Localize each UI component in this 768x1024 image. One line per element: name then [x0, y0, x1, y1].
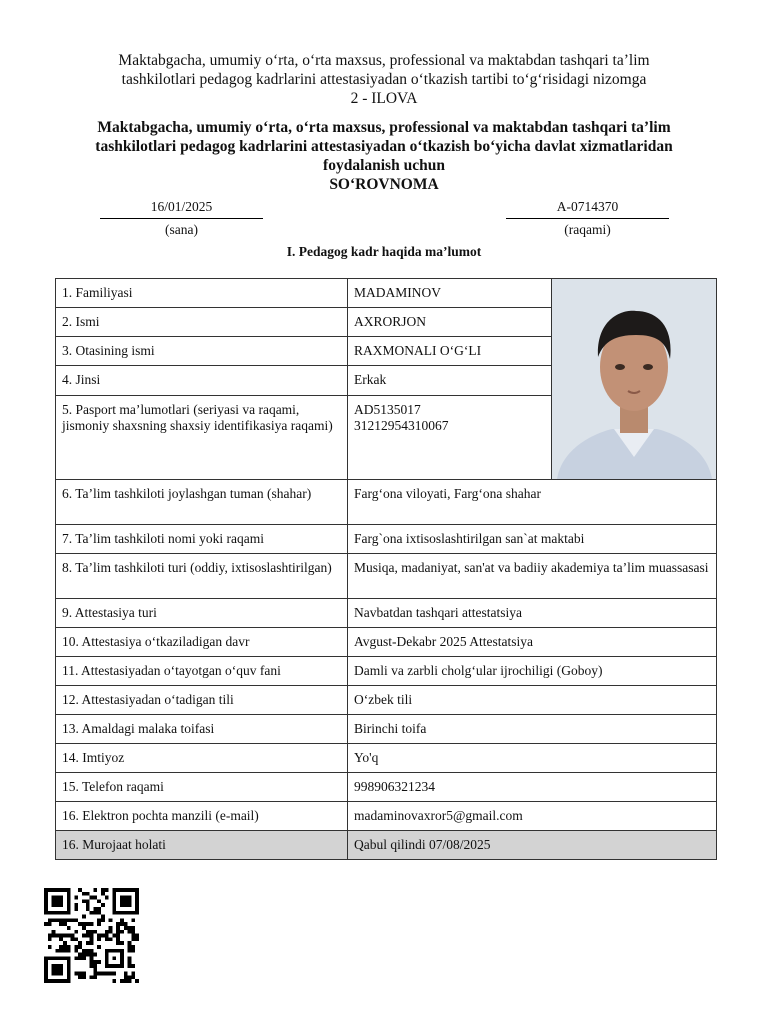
- photo-cell: [552, 279, 717, 480]
- row-value: Musiqa, madaniyat, san'at va badiiy akademiya ta’lim muassasasi: [348, 554, 717, 599]
- row-label: 13. Amaldagi malaka toifasi: [56, 715, 348, 744]
- row-label: 14. Imtiyoz: [56, 744, 348, 773]
- title-line-1: Maktabgacha, umumiy o‘rta, o‘rta maxsus, professional va maktabdan tashqari ta’lim: [97, 119, 671, 136]
- row-label: 7. Ta’lim tashkiloti nomi yoki raqami: [56, 525, 348, 554]
- row-value: Farg`ona ixtisoslashtirilgan san`at maktabi: [348, 525, 717, 554]
- number-field: [506, 199, 669, 238]
- status-value: Qabul qilindi 07/08/2025: [348, 831, 717, 860]
- table-row: [56, 686, 717, 715]
- status-row: [56, 831, 717, 860]
- row-value-passport: [348, 395, 552, 479]
- row-value: Yo'q: [348, 744, 717, 773]
- passport-number: AD5135017: [354, 401, 421, 417]
- row-value: Navbatdan tashqari attestatsiya: [348, 599, 717, 628]
- row-label: 3. Otasining ismi: [56, 337, 348, 366]
- table-row: [56, 773, 717, 802]
- row-label: 1. Familiyasi: [56, 279, 348, 308]
- document-type: SO‘ROVNOMA: [329, 176, 439, 193]
- title-line-3: foydalanish uchun: [323, 157, 445, 174]
- table-row: [56, 628, 717, 657]
- row-value: O‘zbek tili: [348, 686, 717, 715]
- row-value: AXRORJON: [348, 308, 552, 337]
- date-field: [100, 199, 263, 238]
- annex-number: 2 - ILOVA: [350, 90, 418, 107]
- row-value: Avgust-Dekabr 2025 Attestatsiya: [348, 628, 717, 657]
- date-value: 16/01/2025: [100, 199, 263, 219]
- row-value: Damli va zarbli cholg‘ular ijrochiligi (Goboy): [348, 657, 717, 686]
- row-value: Farg‘ona viloyati, Farg‘ona shahar: [348, 480, 717, 525]
- row-value: madaminovaxror5@gmail.com: [348, 802, 717, 831]
- annex-header: [30, 51, 738, 108]
- table-row: [56, 744, 717, 773]
- qr-code: [44, 888, 139, 983]
- annex-line-2: tashkilotlari pedagog kadrlarini attestasiyadan o‘tkazish tartibi to‘g‘risidagi nizomga: [121, 71, 647, 88]
- row-label: 11. Attestasiyadan o‘tayotgan o‘quv fani: [56, 657, 348, 686]
- applicant-photo: [552, 279, 716, 479]
- row-label: 4. Jinsi: [56, 366, 348, 395]
- table-row: [56, 802, 717, 831]
- annex-line-1: Maktabgacha, umumiy o‘rta, o‘rta maxsus, professional va maktabdan tashqari ta’lim: [118, 52, 650, 69]
- document-title: [30, 118, 738, 194]
- row-label: 6. Ta’lim tashkiloti joylashgan tuman (shahar): [56, 480, 348, 525]
- row-label: 16. Murojaat holati: [56, 831, 348, 860]
- number-caption: (raqami): [564, 222, 611, 237]
- table-row: [56, 657, 717, 686]
- table-row: [56, 554, 717, 599]
- row-label: 5. Pasport ma’lumotlari (seriyasi va raqami, jismoniy shaxsning shaxsiy identifikasiya raqami): [56, 395, 348, 479]
- row-label: 12. Attestasiyadan o‘tadigan tili: [56, 686, 348, 715]
- table-row: [56, 715, 717, 744]
- row-value: 998906321234: [348, 773, 717, 802]
- table-row: [56, 525, 717, 554]
- row-label: 10. Attestasiya o‘tkaziladigan davr: [56, 628, 348, 657]
- row-label: 8. Ta’lim tashkiloti turi (oddiy, ixtisoslashtirilgan): [56, 554, 348, 599]
- personal-id-number: 31212954310067: [354, 417, 449, 433]
- number-value: A-0714370: [506, 199, 669, 219]
- row-label: 2. Ismi: [56, 308, 348, 337]
- row-label: 16. Elektron pochta manzili (e-mail): [56, 802, 348, 831]
- date-caption: (sana): [165, 222, 198, 237]
- title-line-2: tashkilotlari pedagog kadrlarini attestasiyadan o‘tkazish bo‘yicha davlat xizmatlaridan: [95, 138, 673, 155]
- row-value: RAXMONALI O‘G‘LI: [348, 337, 552, 366]
- row-value: Birinchi toifa: [348, 715, 717, 744]
- table-row: [56, 599, 717, 628]
- row-label: 15. Telefon raqami: [56, 773, 348, 802]
- section-title: I. Pedagog kadr haqida ma’lumot: [286, 244, 482, 259]
- row-label: 9. Attestasiya turi: [56, 599, 348, 628]
- table-row: [56, 480, 717, 525]
- row-value: MADAMINOV: [348, 279, 552, 308]
- table-row: [56, 279, 717, 308]
- row-value: Erkak: [348, 366, 552, 395]
- info-table: [55, 278, 717, 860]
